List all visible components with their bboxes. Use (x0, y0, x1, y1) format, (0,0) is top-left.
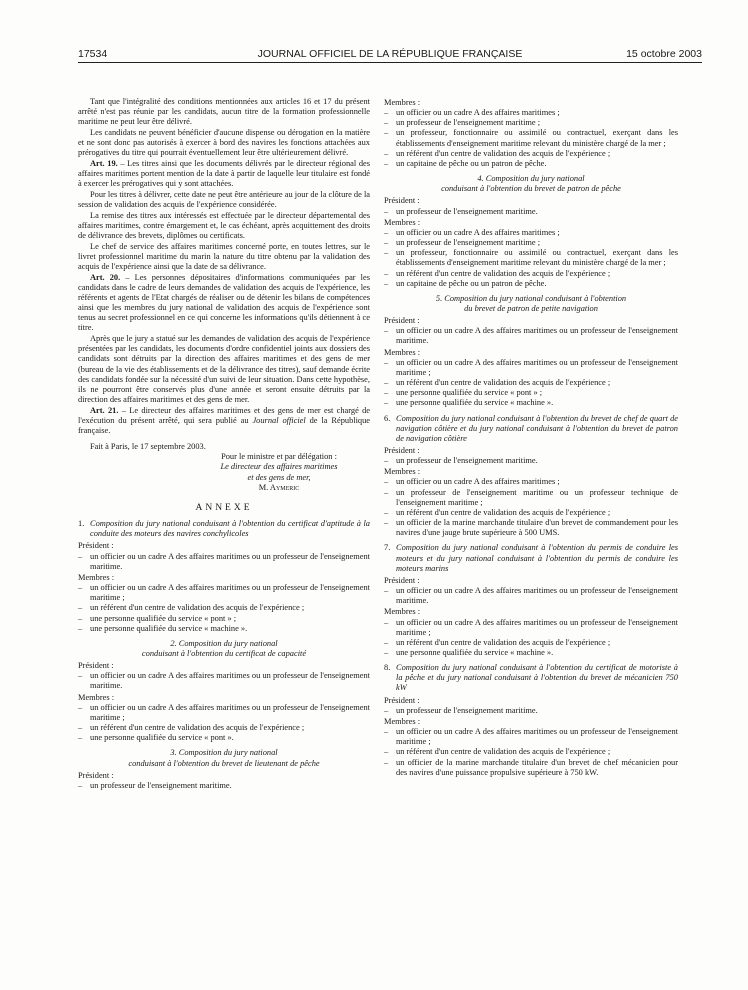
section-title: Composition du jury national conduisant à l'obtention du permis de conduire les moteurs et du jury national conduisant à l'obtention du permis de conduire les moteurs marins (396, 543, 678, 573)
list-item-text: un professeur, fonctionnaire ou assimilé ou contractuel, exerçant dans les établissements d'enseignement maritime relevant du ministère chargé de la mer ; (396, 248, 678, 268)
list-item (384, 358, 678, 378)
list-item (384, 207, 678, 217)
list-item-text: un capitaine de pêche ou un patron de pêche. (396, 278, 547, 288)
dash-bullet: – (78, 702, 83, 712)
page-number: 17534 (78, 48, 108, 60)
dash-bullet: – (384, 227, 389, 237)
signatory-name: M. Aymeric (258, 482, 300, 492)
dash-bullet: – (384, 118, 389, 128)
list-item (384, 149, 678, 159)
dash-bullet: – (384, 128, 389, 138)
article-text: – Les titres ainsi que les documents délivrés par le directeur régional des affaires maritimes portent mention de la date à partir de laquelle leur titulaire est fondé à exercer les prérogatives qui y sont attachées. (78, 158, 370, 189)
list-item-text: une personne qualifiée du service « pont » ; (396, 388, 543, 398)
dash-bullet: – (384, 477, 389, 487)
dash-bullet: – (384, 487, 389, 497)
article-19 (78, 159, 370, 189)
section-heading (384, 414, 678, 444)
list-item-text: un professeur de l'enseignement maritime. (396, 705, 538, 715)
list-item-text: une personne qualifiée du service « pont ». (90, 733, 234, 743)
article-label: Art. 21. (90, 405, 119, 415)
list-item-text: un professeur de l'enseignement maritime. (396, 456, 538, 466)
dash-bullet: – (384, 268, 389, 278)
section-heading (384, 543, 678, 573)
list-item-text: un officier ou un cadre A des affaires maritimes ou un professeur de l'enseignement maritime. (396, 326, 678, 346)
section-title: conduisant à l'obtention du brevet de lieutenant de pêche (128, 758, 320, 768)
list-item-text: un référent d'un centre de validation des acquis de l'expérience ; (396, 268, 611, 278)
president-label: Président : (78, 541, 114, 551)
president-label: Président : (384, 316, 420, 326)
list-item (384, 128, 678, 148)
section-number: 6. (384, 413, 391, 423)
dash-bullet: – (384, 456, 389, 466)
list-item (78, 624, 370, 634)
section-title: 3. Composition du jury national (170, 748, 278, 758)
list-item-text: une personne qualifiée du service « machine ». (90, 623, 248, 633)
dash-bullet: – (384, 507, 389, 517)
list-item (78, 603, 370, 613)
dash-bullet: – (384, 518, 389, 528)
list-item (384, 326, 678, 346)
article-text: – Les personnes dépositaires d'informations communiquées par les candidats dans le cadre de leurs demandes de validation des acquis de l'expérience, les référents et agents de l'Etat chargés de réaliser ou de détenir les bilans de compétences ainsi que les membres du jury national de validation des acquis de l'expérience sont tenus au secret professionnel en ce qui concerne les informations qu'ils détiennent à ce titre. (78, 272, 370, 333)
signature-line: Pour le ministre et par délégation : (221, 452, 337, 462)
list-item (78, 723, 370, 733)
right-column (384, 97, 678, 778)
president-label: Président : (384, 446, 420, 455)
list-item-text: un officier ou un cadre A des affaires maritimes ; (396, 477, 560, 487)
section-title: du brevet de patron de petite navigation (464, 303, 598, 313)
list-item (384, 518, 678, 538)
dash-bullet: – (384, 357, 389, 367)
issue-date: 15 octobre 2003 (626, 48, 702, 60)
page-header (78, 48, 702, 63)
article-label: Art. 20. (90, 272, 121, 282)
list-item-text: un référent d'un centre de validation des acquis de l'expérience ; (396, 637, 611, 647)
list-item (384, 378, 678, 388)
members-label: Membres : (384, 607, 421, 617)
section-heading (78, 519, 370, 539)
dash-bullet: – (384, 757, 389, 767)
list-item-text: une personne qualifiée du service « pont » ; (90, 613, 237, 623)
dash-bullet: – (384, 647, 389, 657)
list-item (78, 781, 370, 791)
list-item (384, 648, 678, 658)
list-item-text: un officier ou un cadre A des affaires maritimes ou un professeur de l'enseignement maritime. (90, 551, 370, 571)
dash-bullet: – (384, 238, 389, 248)
section-heading (384, 663, 678, 693)
list-item-text: un référent d'un centre de validation des acquis de l'expérience ; (396, 148, 611, 158)
paragraph: Après que le jury a statué sur les demandes de validation des acquis de l'expérience présentées par les candidats, les documents d'ordre confidentiel joints aux dossiers des candidats sont détruits par la direction des affaires maritimes et des gens de mer (bureau de la vie des établissements et de la délivrance des titres), sauf demande écrite des candidats fondée sur la nécessité d'un suivi de leur situation. Dans cette hypothèse, ils ne pourront être conservés plus d'une année et seront ensuite détruits par la direction des affaires maritimes et des gens de mer. (78, 334, 370, 405)
section-title: 5. Composition du jury national conduisant à l'obtention (435, 293, 627, 303)
dash-bullet: – (78, 671, 83, 681)
list-item-text: un officier ou un cadre A des affaires maritimes ou un professeur de l'enseignement maritime ; (90, 583, 370, 603)
dash-bullet: – (384, 108, 389, 118)
list-item-text: un officier ou un cadre A des affaires maritimes ou un professeur de l'enseignement maritime ; (396, 617, 678, 637)
list-item (78, 552, 370, 572)
section-number: 7. (384, 543, 391, 553)
list-item-text: un référent d'un centre de validation des acquis de l'expérience ; (396, 747, 611, 757)
list-item-text: un professeur de l'enseignement maritime ou un professeur technique de l'enseignement maritime ; (396, 487, 678, 507)
dash-bullet: – (384, 206, 389, 216)
list-item (384, 586, 678, 606)
list-item (384, 118, 678, 128)
left-column (78, 97, 370, 791)
dash-bullet: – (78, 723, 83, 733)
president-label: Président : (78, 770, 114, 780)
section-title: 2. Composition du jury national (170, 638, 278, 648)
members-label: Membres : (384, 347, 421, 357)
dash-bullet: – (384, 637, 389, 647)
dash-bullet: – (384, 248, 389, 258)
annexe-heading: ANNEXE (195, 502, 253, 513)
section-heading (78, 639, 370, 659)
dash-bullet: – (384, 378, 389, 388)
list-item (384, 477, 678, 487)
dash-bullet: – (78, 583, 83, 593)
signature-line: Le directeur des affaires maritimes (220, 462, 338, 472)
president-label: Président : (384, 575, 420, 585)
list-item-text: un capitaine de pêche ou un patron de pêche. (396, 158, 547, 168)
list-item-text: un professeur de l'enseignement maritime. (396, 206, 538, 216)
list-item-text: une personne qualifiée du service « machine ». (396, 398, 554, 408)
list-item-text: un référent d'un centre de validation des acquis de l'expérience ; (396, 507, 611, 517)
list-item-text: un officier de la marine marchande titulaire d'un brevet de chef mécanicien pour des navires d'une puissance propulsive supérieure à 750 kW. (396, 757, 678, 777)
list-item-text: un professeur, fonctionnaire ou assimilé ou contractuel, exerçant dans les établissements d'enseignement maritime relevant du ministère chargé de la mer ; (396, 128, 678, 148)
section-number: 8. (384, 663, 391, 673)
list-item (384, 706, 678, 716)
list-item (384, 228, 678, 238)
dash-bullet: – (384, 148, 389, 158)
list-item (78, 614, 370, 624)
journal-title: JOURNAL OFFICIEL DE LA RÉPUBLIQUE FRANÇAISE (257, 48, 523, 60)
president-label: Président : (78, 661, 114, 671)
list-item (384, 159, 678, 169)
members-label: Membres : (78, 692, 115, 702)
signature-block (188, 452, 370, 493)
paragraph: Tant que l'intégralité des conditions mentionnées aux articles 16 et 17 du présent arrêté n'est pas réunie par les candidats, aucun titre de la formation professionnelle maritime ne peut leur être délivré. (78, 97, 370, 127)
list-item (384, 398, 678, 408)
section-heading (78, 748, 370, 768)
paragraph: Les candidats ne peuvent bénéficier d'aucune dispense ou dérogation en la matière et ne sont donc pas autorisés à exercer à bord des navires les fonctions attachées aux prérogatives du titre qui pourrait éventuellement leur être ultérieurement délivré. (78, 127, 370, 158)
dash-bullet: – (384, 326, 389, 336)
section-title: 4. Composition du jury national (477, 174, 585, 184)
section-title: Composition du jury national conduisant à l'obtention du certificat de motoriste à la pêche et du jury national conduisant à l'obtention du brevet de mécanicien 750 kW (396, 663, 678, 693)
members-label: Membres : (384, 467, 421, 477)
list-item (384, 758, 678, 778)
members-label: Membres : (384, 98, 421, 107)
signature-line: et des gens de mer, (247, 472, 311, 482)
article-label: Art. 19. (90, 158, 118, 168)
list-item (384, 248, 678, 268)
article-21 (78, 406, 370, 436)
dash-bullet: – (384, 388, 389, 398)
members-label: Membres : (384, 716, 421, 726)
list-item (78, 733, 370, 743)
list-item-text: un officier ou un cadre A des affaires maritimes ou un professeur de l'enseignement maritime. (396, 586, 678, 606)
paragraph: Pour les titres à délivrer, cette date ne peut être antérieure au jour de la clôture de la session de validation des acquis de l'expérience considérée. (78, 189, 370, 210)
list-item (384, 269, 678, 279)
dash-bullet: – (78, 603, 83, 613)
list-item (384, 456, 678, 466)
list-item-text: un référent d'un centre de validation des acquis de l'expérience ; (90, 603, 305, 613)
list-item-text: un professeur de l'enseignement maritime ; (396, 238, 541, 248)
journal-reference: Journal officiel (252, 415, 306, 425)
signature-place-date: Fait à Paris, le 17 septembre 2003. (90, 441, 206, 451)
paragraph: La remise des titres aux intéressés est effectuée par le directeur départemental des affaires maritimes, contre émargement et, le cas échéant, après acquittement des droits de délivrance des brevets, diplômes ou certificats. (78, 210, 370, 241)
paragraph: Le chef de service des affaires maritimes concerné porte, en toutes lettres, sur le livret professionnel maritime du marin la nature du titre obtenu par la validation des acquis de l'expérience ainsi que la date de sa délivrance. (78, 241, 370, 271)
members-label: Membres : (384, 217, 421, 227)
list-item (384, 108, 678, 118)
list-item-text: un officier ou un cadre A des affaires maritimes ou un professeur de l'enseignement maritime ; (396, 357, 678, 377)
list-item-text: un officier ou un cadre A des affaires maritimes ; (396, 227, 560, 237)
list-item-text: un officier ou un cadre A des affaires maritimes ; (396, 108, 560, 118)
list-item-text: un officier ou un cadre A des affaires maritimes ou un professeur de l'enseignement maritime ; (90, 702, 370, 722)
dash-bullet: – (78, 551, 83, 561)
dash-bullet: – (384, 398, 389, 408)
president-label: Président : (384, 695, 420, 705)
dash-bullet: – (384, 617, 389, 627)
list-item (78, 583, 370, 603)
list-item (384, 618, 678, 638)
dash-bullet: – (384, 705, 389, 715)
members-label: Membres : (78, 572, 115, 582)
dash-bullet: – (78, 733, 83, 743)
section-heading (384, 294, 678, 314)
list-item-text: un professeur de l'enseignement maritime. (90, 780, 232, 790)
article-text: de la République française. (78, 415, 371, 435)
list-item-text: un officier ou un cadre A des affaires maritimes ou un professeur de l'enseignement maritime. (90, 671, 370, 691)
list-item-text: un référent d'un centre de validation des acquis de l'expérience ; (90, 723, 305, 733)
dash-bullet: – (78, 613, 83, 623)
list-item-text: un professeur de l'enseignement maritime ; (396, 118, 541, 128)
list-item (384, 747, 678, 757)
list-item-text: un officier ou un cadre A des affaires maritimes ou un professeur de l'enseignement maritime ; (396, 727, 678, 747)
list-item (384, 488, 678, 508)
dash-bullet: – (384, 747, 389, 757)
list-item (384, 727, 678, 747)
list-item (384, 638, 678, 648)
list-item (78, 671, 370, 691)
list-item (384, 508, 678, 518)
dash-bullet: – (384, 278, 389, 288)
list-item (384, 238, 678, 248)
dash-bullet: – (78, 623, 83, 633)
section-heading (384, 174, 678, 194)
list-item-text: une personne qualifiée du service « machine ». (396, 647, 554, 657)
list-item (384, 388, 678, 398)
list-item (78, 703, 370, 723)
dash-bullet: – (384, 158, 389, 168)
section-title: Composition du jury national conduisant à l'obtention du brevet de chef de quart de navigation côtière et du jury national conduisant à l'obtention du brevet de patron de navigation côtière (396, 413, 678, 443)
section-title: conduisant à l'obtention du brevet de patron de pêche (441, 184, 621, 194)
list-item-text: un référent d'un centre de validation des acquis de l'expérience ; (396, 378, 611, 388)
president-label: Président : (384, 196, 420, 206)
section-title: conduisant à l'obtention du certificat de capacité (141, 648, 307, 658)
list-item-text: un officier de la marine marchande titulaire d'un brevet de commandement pour les navires d'une jauge brute supérieure à 500 UMS. (396, 518, 678, 538)
article-text: – Le directeur des affaires maritimes et des gens de mer est chargé de l'exécution du présent arrêté, qui sera publié au (78, 405, 370, 425)
section-number: 1. (78, 519, 85, 529)
dash-bullet: – (384, 586, 389, 596)
section-title: Composition du jury national conduisant à l'obtention du certificat d'aptitude à la conduite des moteurs des navires conchylicoles (90, 519, 370, 539)
list-item (384, 279, 678, 289)
dash-bullet: – (384, 727, 389, 737)
article-20 (78, 273, 370, 334)
dash-bullet: – (78, 780, 83, 790)
